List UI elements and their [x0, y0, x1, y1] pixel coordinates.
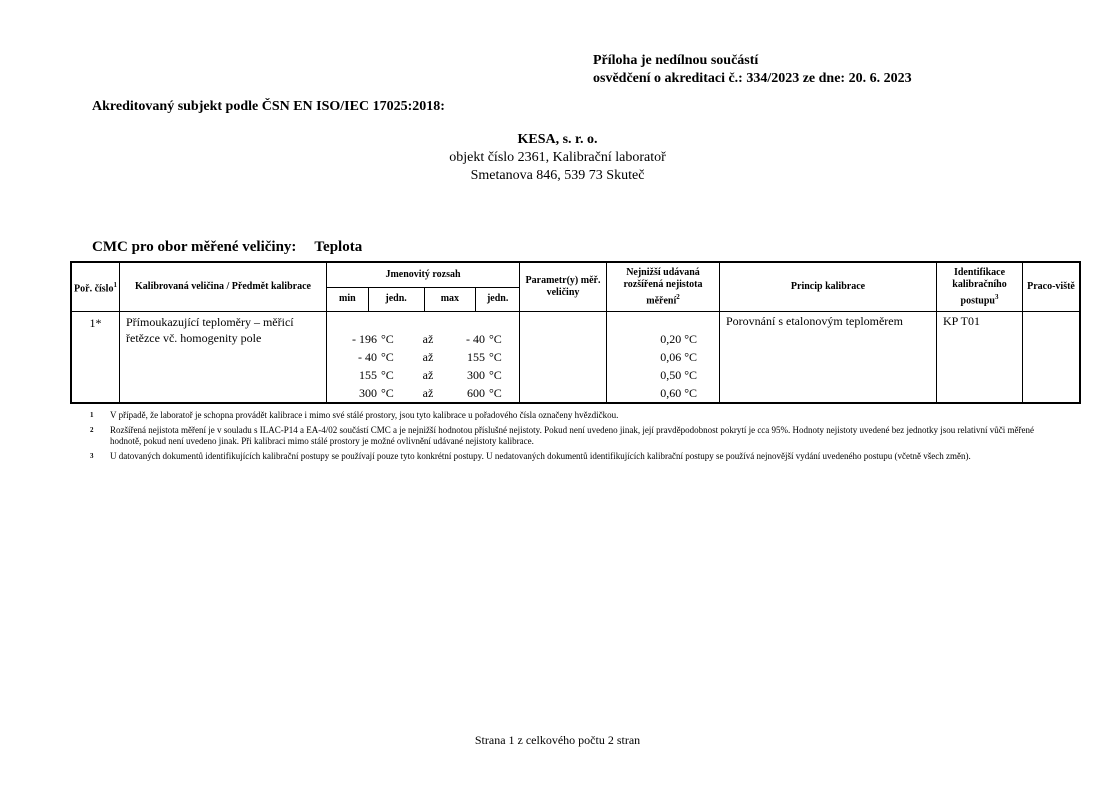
footnote [90, 410, 1050, 421]
header-por-cislo-sup: 1 [113, 280, 117, 289]
footnote-text: Rozšířená nejistota měření je v souladu s ILAC-P14 a EA-4/02 součástí CMC a je nejnižší hodnotou příslušné nejistoty. Pokud není uvedeno jinak, její pravděpodobnost pokrytí je cca 95%. Hodnoty nejistoty uvedené bez jednotky jsou relativní vůči měřené hodnotě, pokud není uvedeno jinak. Při kalibraci mimo stálé prostory je možné ovlivnění udávané nejistoty kalibrace. [110, 425, 1034, 446]
header-identifikace-sup: 3 [994, 292, 999, 301]
organization-address: Smetanova 846, 539 73 Skuteč [470, 168, 645, 183]
header-parametr: Parametr(y) měř. veličiny [520, 262, 607, 311]
header-min: min [327, 287, 369, 311]
range-row [327, 366, 519, 384]
range-min: - 196 [352, 331, 377, 346]
cmc-quantity: Teplota [314, 239, 363, 255]
footnote-number: 3 [90, 452, 94, 460]
header-max: max [424, 287, 476, 311]
organization-name: KESA, s. r. o. [517, 132, 598, 147]
subject-title: Akreditovaný subjekt podle ČSN EN ISO/IEC 17025:2018: [92, 99, 445, 114]
row-pracoviste [1023, 311, 1081, 403]
row-cislo: 1* [71, 311, 120, 403]
organization-block [0, 131, 1115, 185]
range-unit: °C [381, 367, 394, 382]
header-pracoviste: Praco-viště [1023, 262, 1081, 311]
range-min: - 40 [358, 349, 377, 364]
range-min: 300 [359, 385, 377, 400]
footnote-number: 1 [90, 411, 94, 419]
header-nejistota [607, 262, 720, 311]
footnotes [90, 410, 1050, 466]
range-max: 600 [467, 385, 485, 400]
header-kalibrovana: Kalibrovaná veličina / Předmět kalibrace [120, 262, 327, 311]
attachment-note-line2: osvědčení o akreditaci č.: 334/2023 ze dne: 20. 6. 2023 [593, 71, 912, 86]
header-jmenovity-rozsah: Jmenovitý rozsah [327, 262, 520, 287]
range-az: až [422, 367, 434, 382]
header-por-cislo-text: Poř. číslo [74, 282, 114, 294]
range-max: 155 [467, 349, 485, 364]
range-unit: °C [381, 331, 394, 346]
footnote-text: V případě, že laboratoř je schopna provádět kalibrace i mimo své stálé prostory, jsou tyto kalibrace u pořadového čísla označeny hvězdičkou. [110, 410, 619, 420]
uncertainty-value: 0,60 °C [660, 385, 697, 400]
range-max: - 40 [466, 331, 485, 346]
range-unit: °C [381, 385, 394, 400]
header-jedn-1: jedn. [368, 287, 424, 311]
range-unit: °C [489, 349, 502, 364]
range-az: až [422, 385, 434, 400]
attachment-note-line1: Příloha je nedílnou součástí [593, 53, 759, 68]
cmc-label: CMC pro obor měřené veličiny: [92, 239, 297, 255]
range-unit: °C [489, 331, 502, 346]
range-az: až [422, 331, 434, 346]
header-por-cislo [71, 262, 120, 311]
uncertainty-value: 0,20 °C [660, 331, 697, 346]
header-nejistota-text: Nejnižší udávaná rozšířená nejistota měření [623, 266, 703, 306]
footnote-number: 2 [90, 426, 94, 434]
header-nejistota-sup: 2 [676, 292, 680, 301]
row-predmet: Přímoukazující teploměry – měřicí řetězce vč. homogenity pole [120, 311, 327, 403]
range-row [327, 384, 519, 402]
header-jedn-2: jedn. [476, 287, 520, 311]
attachment-note [593, 52, 912, 88]
row-princip: Porovnání s etalonovým teploměrem [720, 311, 937, 403]
range-max: 300 [467, 367, 485, 382]
row-ranges [327, 311, 520, 403]
range-min: 155 [359, 367, 377, 382]
table-row [71, 311, 1080, 403]
cmc-table [70, 261, 1081, 404]
row-postup: KP T01 [937, 311, 1023, 403]
uncertainty-value: 0,06 °C [660, 349, 697, 364]
range-row [327, 330, 519, 348]
range-unit: °C [489, 385, 502, 400]
range-row [327, 348, 519, 366]
range-az: až [422, 349, 434, 364]
footnote [90, 425, 1050, 447]
footnote-text: U datovaných dokumentů identifikujících kalibrační postupy se používají pouze tyto konkrétní postupy. U nedatovaných dokumentů identifikujících kalibrační postupy se používá nejnovější vydání uvedeného postupu (včetně všech změn). [110, 451, 971, 461]
footnote [90, 451, 1050, 462]
range-unit: °C [489, 367, 502, 382]
range-unit: °C [381, 349, 394, 364]
header-identifikace [937, 262, 1023, 311]
header-identifikace-text: Identifikace kalibračního postupu [952, 266, 1007, 306]
organization-facility: objekt číslo 2361, Kalibrační laboratoř [449, 150, 666, 165]
cmc-heading [92, 239, 362, 256]
row-parametr [520, 311, 607, 403]
page-footer: Strana 1 z celkového počtu 2 stran [474, 733, 641, 747]
row-nejistoty [607, 311, 720, 403]
uncertainty-value: 0,50 °C [660, 367, 697, 382]
header-princip: Princip kalibrace [720, 262, 937, 311]
